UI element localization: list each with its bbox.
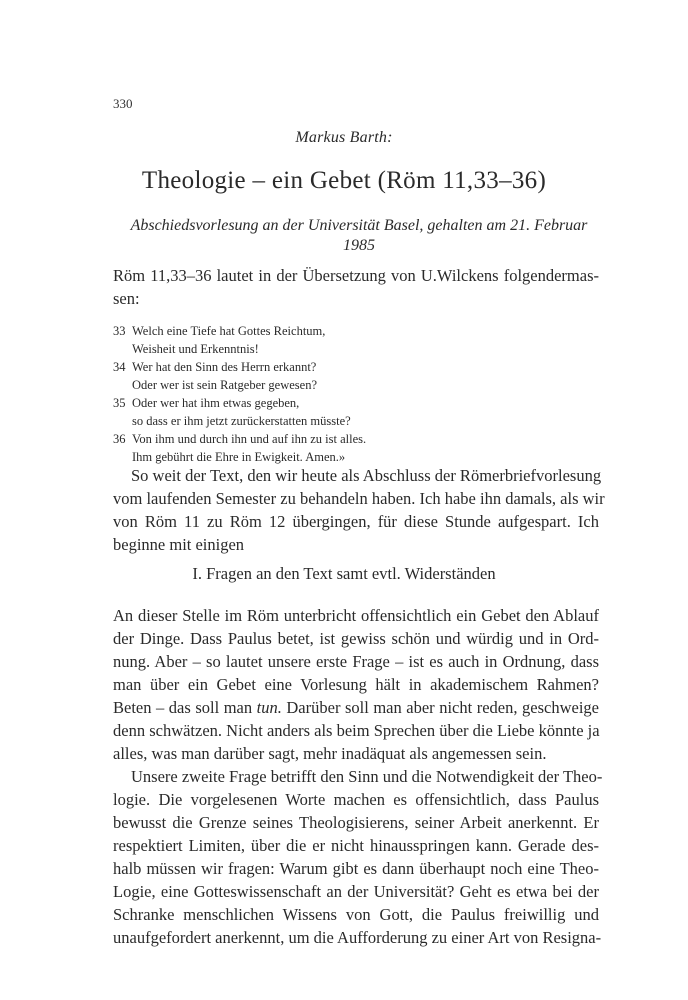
- verse-line: [113, 430, 599, 448]
- paragraph-line: An dieser Stelle im Röm unterbricht offensichtlich ein Gebet den Ablauf: [113, 606, 599, 625]
- verse-text: Von ihm und durch ihn und auf ihn zu ist alles.: [132, 432, 367, 446]
- intro-line: Röm 11,33–36 lautet in der Übersetzung von U.Wilckens folgendermas-: [113, 266, 599, 285]
- verse-number: 35: [113, 396, 126, 410]
- article-subtitle: Abschiedsvorlesung an der Universität Basel, gehalten am 21. Februar 1985: [130, 217, 588, 254]
- verse-quotation: [113, 322, 599, 466]
- emphasis-text: tun.: [256, 698, 282, 717]
- verse-line: so dass er ihm jetzt zurückerstatten müsste?: [132, 414, 351, 428]
- line-text: Darüber soll man aber nicht reden, geschweige: [281, 698, 599, 717]
- paragraph-line: bewusst die Grenze seines Theologisierens, seiner Arbeit anerkennt. Er: [113, 813, 599, 832]
- verse-text: Wer hat den Sinn des Herrn erkannt?: [132, 360, 317, 374]
- verse-text: Welch eine Tiefe hat Gottes Reichtum,: [132, 324, 326, 338]
- paragraph-line: denn schwätzen. Nicht anders als beim Sprechen über die Liebe könnte ja: [113, 721, 600, 740]
- paragraph-line: Unsere zweite Frage betrifft den Sinn und die Notwendigkeit der Theo-: [131, 767, 603, 786]
- verse-number: 33: [113, 324, 126, 338]
- paragraph-text-conclusion: [113, 464, 605, 556]
- paragraph-line: halb müssen wir fragen: Warum gibt es dann überhaupt noch eine Theo-: [113, 859, 599, 878]
- paragraph-line: unaufgefordert anerkennt, um die Aufforderung zu einer Art von Resigna-: [113, 928, 602, 947]
- intro-line: sen:: [113, 289, 140, 308]
- page-number: 330: [113, 96, 133, 111]
- verse-number: 34: [113, 360, 126, 374]
- verse-line: [113, 322, 599, 340]
- verse-number: 36: [113, 432, 126, 446]
- article-title: Theologie – ein Gebet (Röm 11,33–36): [141, 167, 547, 194]
- verse-line: Oder wer ist sein Ratgeber gewesen?: [132, 378, 317, 392]
- paragraph-line: alles, was man darüber sagt, mehr inadäquat als angemessen sein.: [113, 744, 547, 763]
- paragraph-line: Schranke menschlichen Wissens von Gott, die Paulus freiwillig und: [113, 905, 599, 924]
- paragraph-line: logie. Die vorgelesenen Worte machen es offensichtlich, dass Paulus: [113, 790, 599, 809]
- intro-paragraph: [113, 265, 599, 311]
- paragraph-line: respektiert Limiten, über die er nicht hinausspringen kann. Gerade des-: [113, 836, 599, 855]
- verse-line: [113, 358, 599, 376]
- paragraph-line: Logie, eine Gotteswissenschaft an der Universität? Geht es etwa bei der: [113, 882, 599, 901]
- paragraph-line: [113, 696, 599, 719]
- paragraph-line: von Röm 11 zu Röm 12 übergingen, für diese Stunde aufgespart. Ich: [113, 512, 599, 531]
- paragraph-line: man über ein Gebet eine Vorlesung hält in akademischem Rahmen?: [113, 675, 599, 694]
- section-body: [113, 604, 603, 949]
- author-name: Markus Barth:: [295, 129, 393, 146]
- line-text: Beten – das soll man: [113, 698, 257, 717]
- paragraph-line: nung. Aber – so lautet unsere erste Frage – ist es auch in Ordnung, dass: [113, 652, 599, 671]
- paragraph-line: beginne mit einigen: [113, 535, 245, 554]
- paragraph-line: der Dinge. Dass Paulus betet, ist gewiss schön und würdig und in Ord-: [113, 629, 599, 648]
- paragraph-line: vom laufenden Semester zu behandeln haben. Ich habe ihn damals, als wir: [113, 489, 605, 508]
- verse-line: Ihm gebührt die Ehre in Ewigkeit. Amen.»: [132, 450, 346, 464]
- section-heading: I. Fragen an den Text samt evtl. Widerständen: [192, 564, 496, 583]
- paragraph-line: So weit der Text, den wir heute als Abschluss der Römerbriefvorlesung: [131, 466, 602, 485]
- verse-line: [113, 394, 599, 412]
- verse-line: Weisheit und Erkenntnis!: [132, 342, 259, 356]
- verse-text: Oder wer hat ihm etwas gegeben,: [132, 396, 300, 410]
